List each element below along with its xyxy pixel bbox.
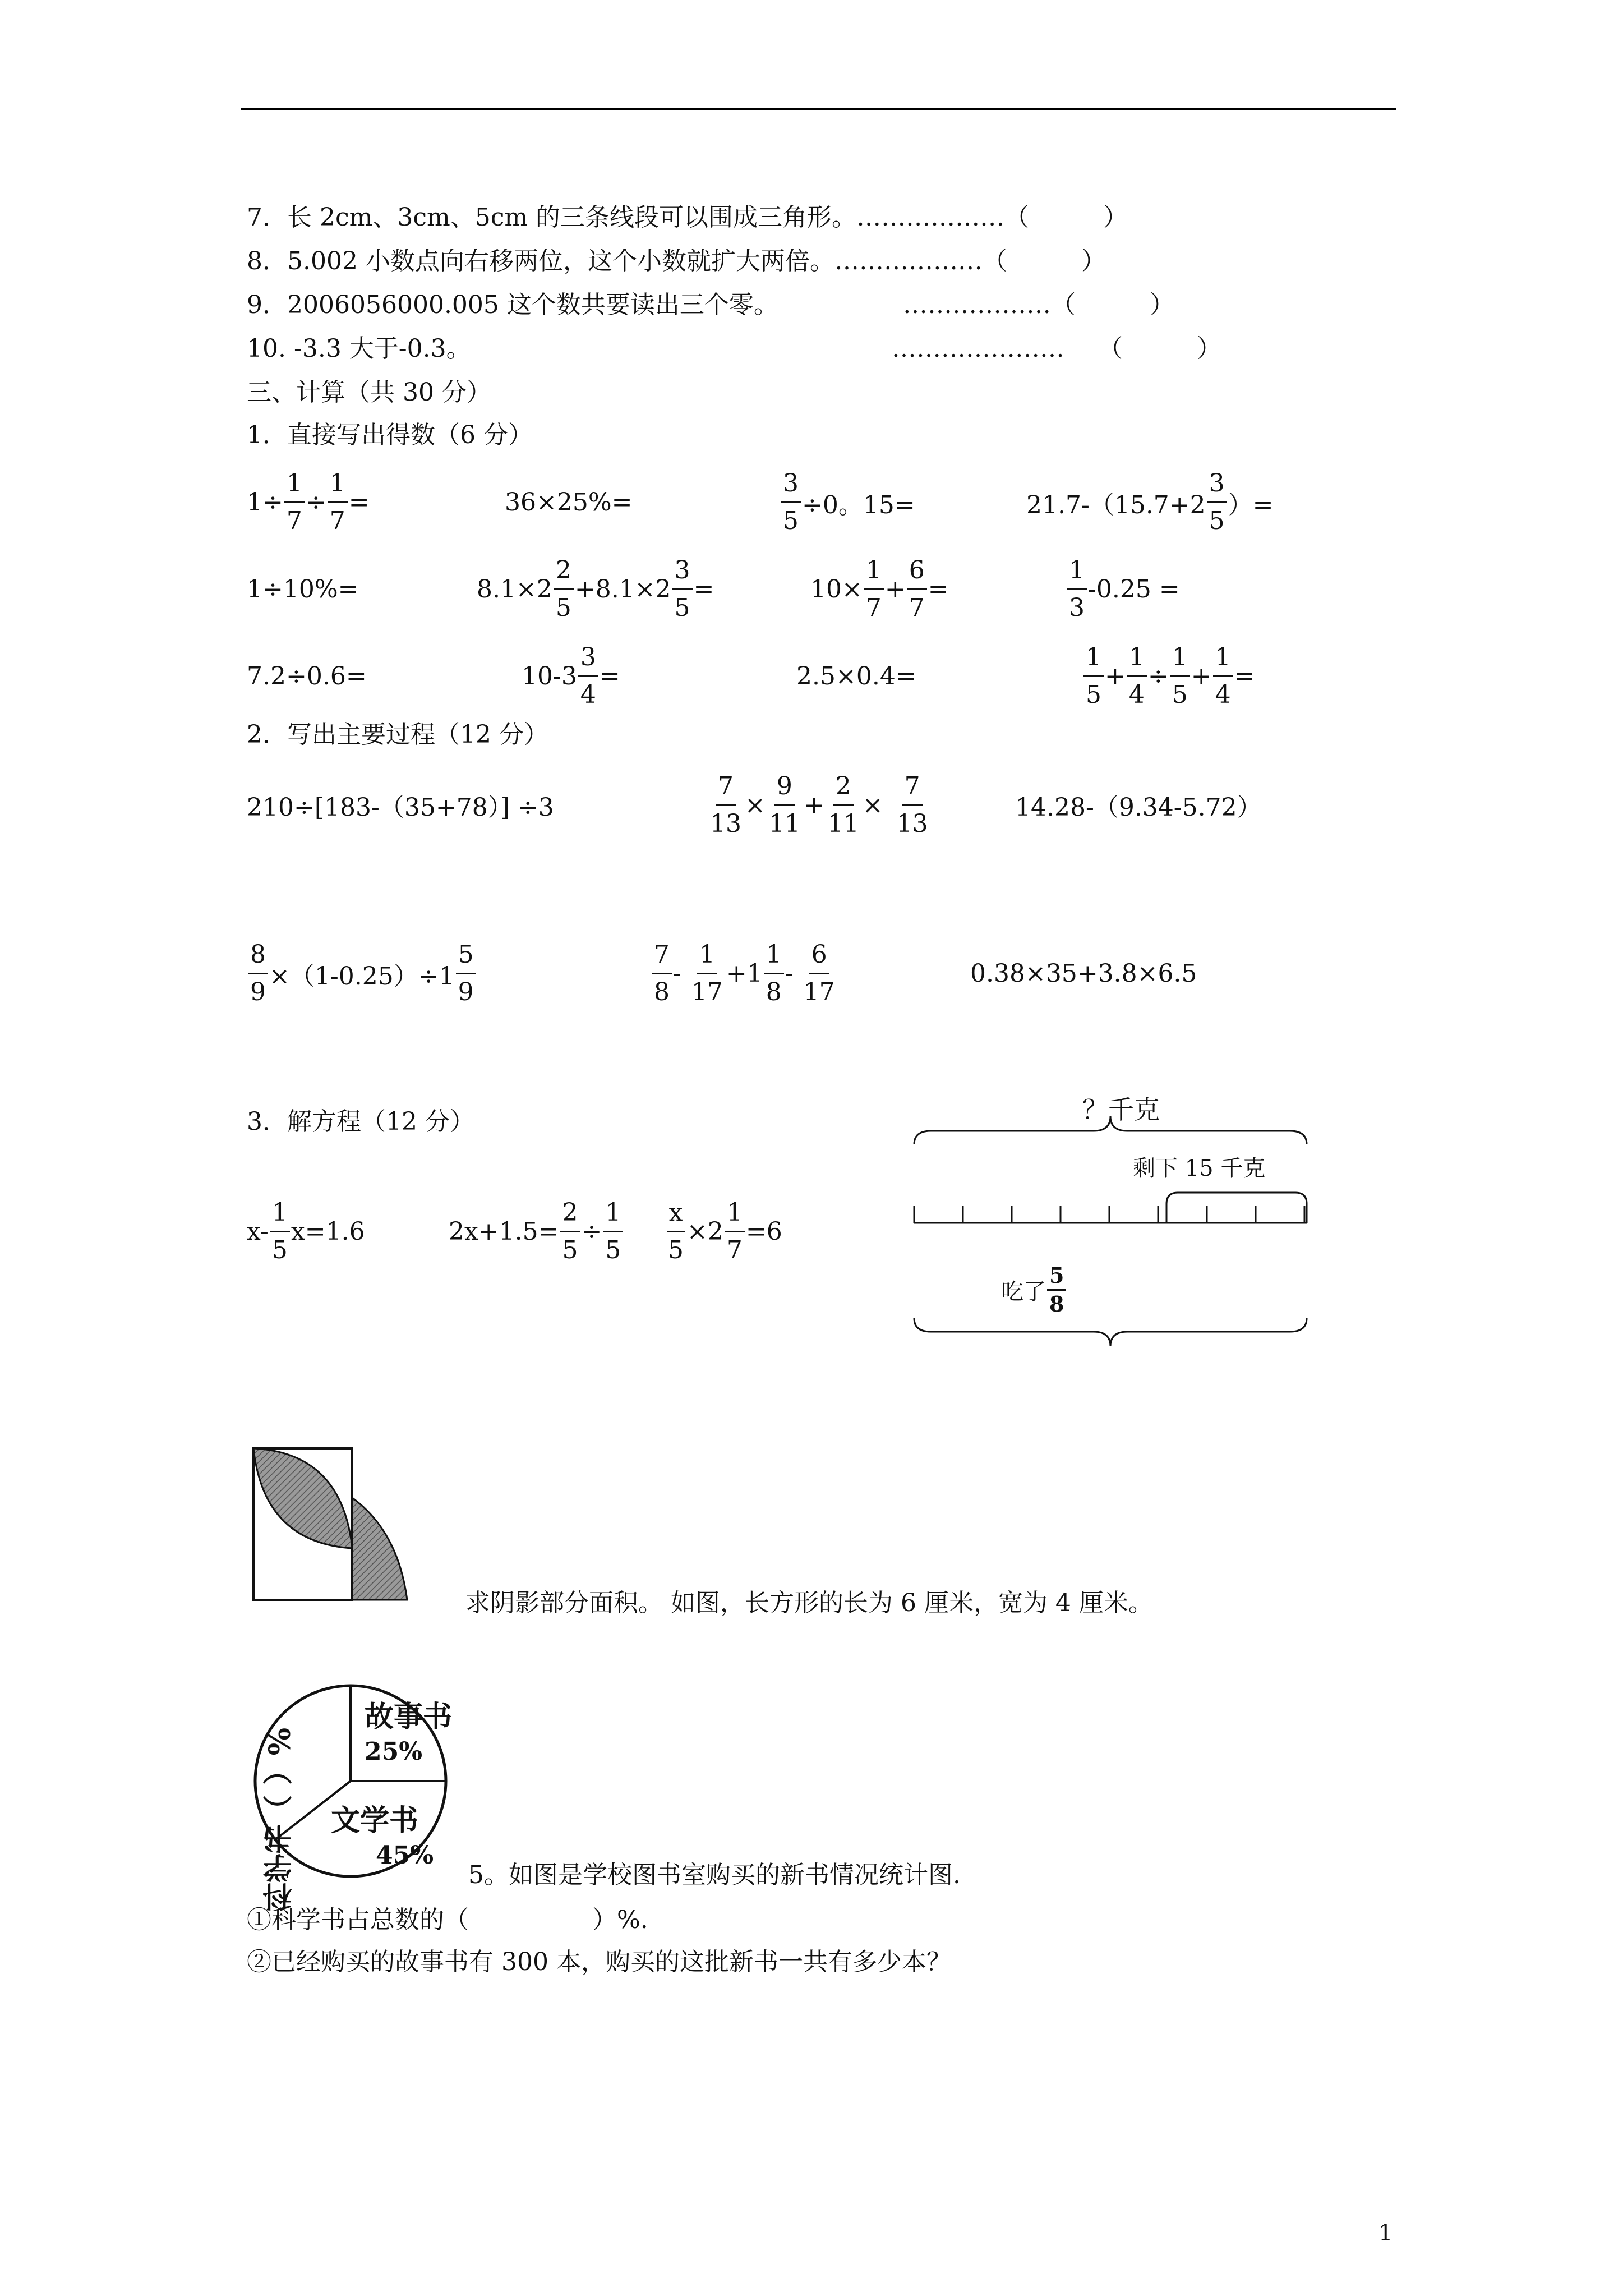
remain-bracket bbox=[1166, 1193, 1307, 1223]
section-3-title: 三、计算（共 30 分） bbox=[247, 378, 491, 407]
oral-r2c4: $\frac{1}{3}$ -0.25 = bbox=[1066, 553, 1180, 626]
judge-item-10-tail: ………………… （ ） bbox=[892, 334, 1221, 363]
judge-item-9: 9．2006056000.005 这个数共要读出三个零。 bbox=[247, 291, 778, 319]
oral-r3c3: 2.5×0.4= bbox=[796, 661, 916, 691]
pie-label-story bbox=[365, 1700, 452, 1769]
process-p6: 0.38×35+3.8×6.5 bbox=[970, 959, 1197, 988]
equation-3: $\frac{x}{5}$ ×2 $\frac{1}{7}$ =6 bbox=[665, 1195, 782, 1268]
oral-r1c1: 1÷ $\frac{1}{7}$ ÷ $\frac{1}{7}$ = bbox=[247, 466, 370, 539]
bottom-brace bbox=[914, 1318, 1307, 1346]
q1-title: 1．直接写出得数（6 分） bbox=[247, 421, 533, 449]
oral-r1c2: 36×25%= bbox=[505, 487, 633, 517]
process-p4: $\frac{8}{9}$ ×（1-0.25）÷1 $\frac{5}{9}$ bbox=[247, 937, 477, 1010]
story-label: 故事书 bbox=[365, 1700, 453, 1734]
shadow-question: 求阴影部分面积。 如图，长方形的长为 6 厘米，宽为 4 厘米。 bbox=[465, 1589, 1153, 1617]
oral-r2c1: 1÷10%= bbox=[247, 574, 359, 604]
process-p5: $\frac{7}{8}$ - $\frac{1}{17}$ +1 $\frac{1}{8}$ - $\frac{6}{17}$ bbox=[651, 937, 838, 1010]
oral-r2c2: 8.1×2 $\frac{2}{5}$ +8.1×2 $\frac{3}{5}$ = bbox=[477, 553, 714, 626]
shaded-quarter bbox=[352, 1498, 407, 1600]
judge-item-10: 10. -3.3 大于-0.3。 bbox=[247, 334, 471, 363]
process-p2: $\frac{7}{13}$ × $\frac{9}{11}$ + $\frac{2}{11}$ × $\frac{7}{13}$ bbox=[707, 769, 932, 842]
literature-pct: 45% bbox=[376, 1841, 434, 1870]
shadow-area-figure bbox=[247, 1442, 415, 1610]
oral-r1c4: 21.7-（15.7+2 $\frac{3}{5}$ ）= bbox=[1026, 466, 1274, 539]
judge-item-8: 8．5.002 小数点向右移两位，这个小数就扩大两倍。………………（ ） bbox=[247, 247, 1106, 275]
judge-item-7: 7．长 2cm、3cm、5cm 的三条线段可以围成三角形。………………（ ） bbox=[247, 203, 1128, 232]
story-pct: 25% bbox=[365, 1737, 423, 1766]
process-p3: 14.28-（9.34-5.72） bbox=[1015, 793, 1262, 822]
unknown-weight-label: ？千克 bbox=[1082, 1094, 1160, 1125]
header-rule bbox=[241, 108, 1396, 110]
oral-r3c4: $\frac{1}{5}$ + $\frac{1}{4}$ ÷ $\frac{1}{5}$ + $\frac{1}{4}$ = bbox=[1082, 639, 1255, 713]
oral-r3c1: 7.2÷0.6= bbox=[247, 661, 367, 691]
page-number: 1 bbox=[1378, 2220, 1393, 2246]
equation-2: 2x+1.5= $\frac{2}{5}$ ÷ $\frac{1}{5}$ bbox=[449, 1195, 624, 1268]
q5-sub-1: ①科学书占总数的（ ）%. bbox=[247, 1906, 648, 1934]
eaten-label: 吃了 $\frac{5}{8}$ bbox=[1001, 1262, 1067, 1318]
segment-ticks bbox=[914, 1206, 1304, 1223]
remain-label: 剩下 15 千克 bbox=[1133, 1156, 1266, 1181]
pie-label-science: 科学书（ ）% bbox=[263, 1728, 297, 1912]
oral-r2c3: 10× $\frac{1}{7}$ + $\frac{6}{7}$ = bbox=[810, 553, 949, 626]
oral-r1c3: $\frac{3}{5}$ ÷0。15= bbox=[780, 466, 915, 539]
pie-label-literature bbox=[331, 1803, 434, 1873]
oral-r3c2: 10-3 $\frac{3}{4}$ = bbox=[522, 639, 620, 713]
q5-sub-2: ②已经购买的故事书有 300 本，购买的这批新书一共有多少本？ bbox=[247, 1948, 951, 1976]
q3-title: 3．解方程（12 分） bbox=[247, 1107, 474, 1136]
process-p1: 210÷[183-（35+78）] ÷3 bbox=[247, 793, 554, 822]
q2-title: 2．写出主要过程（12 分） bbox=[247, 720, 548, 749]
judge-item-9-tail: ………………（ ） bbox=[903, 291, 1174, 319]
q5-title: 5。如图是学校图书室购买的新书情况统计图. bbox=[468, 1861, 961, 1889]
literature-label: 文学书 bbox=[331, 1803, 419, 1838]
equation-1: x- $\frac{1}{5}$ x=1.6 bbox=[247, 1195, 365, 1268]
